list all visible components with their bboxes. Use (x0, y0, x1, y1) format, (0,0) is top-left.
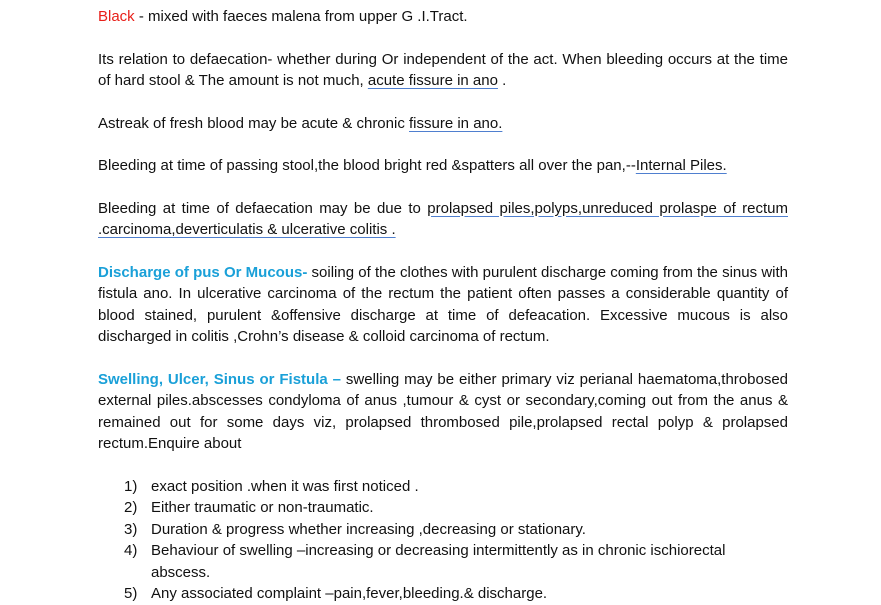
fissure-in-ano-link[interactable]: fissure in ano. (409, 114, 503, 132)
list-item (98, 583, 788, 605)
paragraph-black-blood (98, 6, 788, 28)
discharge-heading: Discharge of pus Or Mucous- (98, 263, 308, 281)
swelling-heading: Swelling, Ulcer, Sinus or Fistula – (98, 370, 341, 388)
list-item (98, 497, 788, 519)
list-number: 1) (124, 477, 138, 495)
list-text: Any associated complaint –pain,fever,bleeding.& discharge. (151, 585, 548, 602)
bleeding-stool-text: Bleeding at time of passing stool,the blood bright red &spatters all over the pan,-- (98, 157, 636, 174)
paragraph-relation-defaecation (98, 49, 788, 92)
list-number: 4) (124, 542, 138, 559)
streak-text: Astreak of fresh blood may be acute & chronic (98, 114, 409, 132)
paragraph-streak-fresh-blood (98, 113, 788, 135)
prolapsed-piles-link[interactable]: prolapsed piles,polyps,unreduced prolaspe of rectum .carcinoma,deverticulatis & ulcerative colitis . (98, 199, 788, 238)
list-number: 5) (124, 585, 138, 602)
discharge-text: soiling of the clothes with purulent discharge coming from the sinus with fistula ano. In ulcerative carcinoma of the rectum the patient often passes a considerable quantity of blood stained, purulent &offensive discharge at time of defeacation. Excessive mucous is also discharged in colitis ,Crohn’s disease & colloid carcinoma of rectum. (98, 263, 788, 345)
relation-text: Its relation to defaecation- whether during Or independent of the act. When bleeding occurs at the time of hard stool & The amount is not much, (98, 50, 788, 89)
list-text: Duration & progress whether increasing ,decreasing or stationary. (151, 520, 586, 538)
paragraph-swelling (98, 369, 788, 455)
list-number: 3) (124, 520, 138, 538)
bleeding-defaecation-text: Bleeding at time of defaecation may be due to (98, 199, 428, 217)
paragraph-bleeding-passing-stool (98, 155, 788, 177)
paragraph-bleeding-defaecation (98, 198, 788, 241)
enquiry-list (98, 476, 788, 605)
list-text: Behaviour of swelling –increasing or decreasing intermittently as in chronic ischiorectal abscess. (151, 542, 726, 581)
paragraph-discharge (98, 262, 788, 348)
relation-tail: . (497, 72, 507, 89)
list-text: exact position .when it was first noticed . (151, 477, 419, 495)
swelling-text: swelling may be either primary viz perianal haematoma,throbosed external piles.abscesses condyloma of anus ,tumour & cyst or secondary,coming out from the anus & remained out for some days viz, prolapsed thrombosed pile,prolapsed rectal polyp & prolapsed rectum.Enquire about (98, 370, 789, 452)
black-description: - mixed with faeces malena from upper G .I.Tract. (134, 8, 468, 25)
list-text: Either traumatic or non-traumatic. (151, 499, 374, 516)
document-page (98, 6, 788, 605)
list-item (98, 476, 788, 498)
list-item (98, 519, 788, 541)
acute-fissure-link[interactable]: acute fissure in ano (367, 72, 498, 89)
list-item (98, 540, 788, 583)
black-label: Black (98, 8, 135, 25)
internal-piles-link[interactable]: Internal Piles. (635, 157, 727, 174)
list-number: 2) (124, 499, 138, 516)
